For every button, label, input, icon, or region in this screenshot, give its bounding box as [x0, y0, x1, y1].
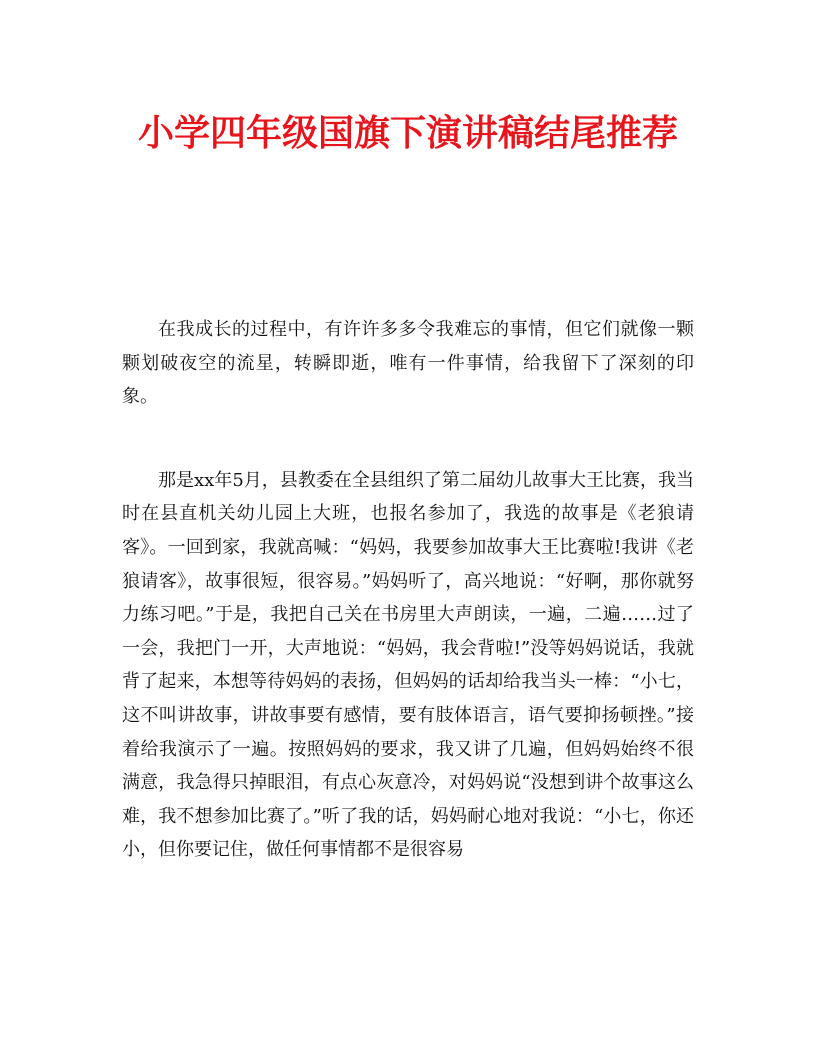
document-body: [122, 313, 694, 867]
paragraph-story: 那是xx年5月，县教委在全县组织了第二届幼儿故事大王比赛，我当时在县直机关幼儿园上大班，也报名参加了，我选的故事是《老狼请客》。一回到家，我就高喊：“妈妈，我要参加故事大王比赛啦!我讲《老狼请客》，故事很短，很容易。”妈妈听了，高兴地说：“好啊，那你就努力练习吧。”于是，我把自己关在书房里大声朗读，一遍，二遍……过了一会，我把门一开，大声地说：“妈妈，我会背啦!”没等妈妈说话，我就背了起来，本想等待妈妈的表扬，但妈妈的话却给我当头一棒：“小七，这不叫讲故事，讲故事要有感情，要有肢体语言，语气要抑扬顿挫。”接着给我演示了一遍。按照妈妈的要求，我又讲了几遍，但妈妈始终不很满意，我急得只掉眼泪，有点心灰意冷，对妈妈说“没想到讲个故事这么难，我不想参加比赛了。”听了我的话，妈妈耐心地对我说：“小七，你还小，但你要记住，做任何事情都不是很容易: [122, 469, 694, 861]
document-title: 小学四年级国旗下演讲稿结尾推荐: [137, 112, 678, 154]
paragraph-intro: 在我成长的过程中，有许许多多令我难忘的事情，但它们就像一颗颗划破夜空的流星，转瞬即逝，唯有一件事情，给我留下了深刻的印象。: [122, 319, 694, 408]
